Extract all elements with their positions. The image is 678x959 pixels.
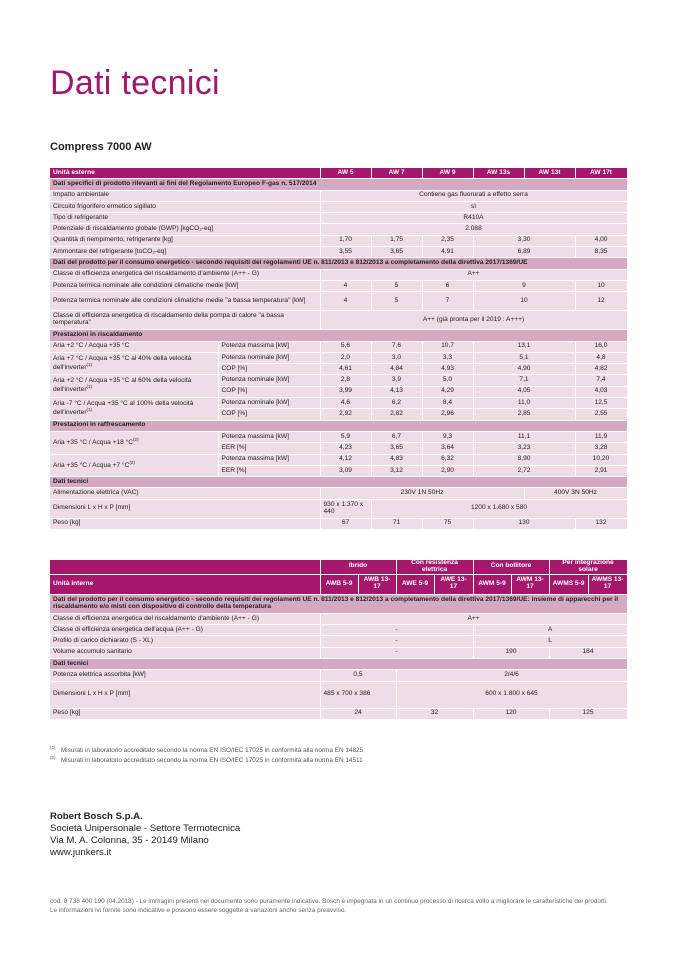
page-title: Dati tecnici xyxy=(50,64,220,102)
table-row: Classe di efficienza energetica del riscaldamento d'ambiente (A++ - G) A++ xyxy=(50,269,627,280)
value-cell: 2,92 xyxy=(320,409,371,420)
value-cell: 5,0 xyxy=(422,375,473,386)
table-row: Volume accumulo sanitario - 190 184 xyxy=(50,647,627,658)
value-cell: 3,9 xyxy=(371,375,422,386)
value-cell: 2,55 xyxy=(575,409,627,420)
value-cell: 4,90 xyxy=(473,364,575,375)
value-cell: 4,05 xyxy=(473,386,575,397)
table-header-models: Unità interne AWB 5-9 AWB 13-17 AWE 5-9 AWE 13-17 AWM 5-9 AWM 13-17 AWMS 5-9 AWMS 13-17 xyxy=(50,574,627,594)
value-cell: 8,90 xyxy=(473,454,575,465)
value-cell: 6,2 xyxy=(371,398,422,409)
table-row xyxy=(50,398,627,409)
section-header: Prestazioni in raffrescamento xyxy=(50,420,627,431)
value-cell: 5,6 xyxy=(320,341,371,352)
value-cell: 16,0 xyxy=(575,341,627,352)
value-cell: 2,91 xyxy=(575,465,627,476)
measure-label: COP [%] xyxy=(218,409,320,420)
value-cell: 3,12 xyxy=(371,465,422,476)
table-row: Profilo di carico dichiarato (S - XL) - L xyxy=(50,636,627,647)
value-cell: 4,93 xyxy=(422,364,473,375)
value-cell: 2,96 xyxy=(422,409,473,420)
value-cell: 5,9 xyxy=(320,431,371,442)
table-row xyxy=(50,454,627,465)
indoor-units-table xyxy=(50,560,628,720)
table-row xyxy=(50,375,627,386)
table-row xyxy=(50,341,627,352)
table-row: Classe di efficienza energetica di riscaldamento della pompa di calore "a bassa temperatura" A++ (già pronta per il 2019 : A+++) xyxy=(50,311,627,330)
table-row: Impatto ambientale Contiene gas fluorurati a effetto serra xyxy=(50,190,627,201)
value-cell: 3,65 xyxy=(371,443,422,454)
value-cell: 11,9 xyxy=(575,431,627,442)
value-cell: 4,8 xyxy=(575,352,627,363)
table-row: Alimentazione elettrica (VAC) 230V 1N 50Hz 400V 3N 50Hz xyxy=(50,488,627,499)
value-cell: 7,1 xyxy=(473,375,575,386)
condition-cell: Aria +2 °C / Acqua +35 °C xyxy=(50,341,218,352)
measure-label: EER [%] xyxy=(218,443,320,454)
value-cell: 2,0 xyxy=(320,352,371,363)
measure-label: Potenza massima [kW] xyxy=(218,431,320,442)
value-cell: 12,5 xyxy=(575,398,627,409)
section-header: Dati del prodotto per il consumo energetico - secondo requisiti dei regolamenti UE n. 811/2013 e 812/2013 a completamento della direttiva 2017/1369/UE: insieme di apparecchi per il riscaldamento e/o misti con dispositivo di controllo della temperatura xyxy=(50,594,627,613)
measure-label: EER [%] xyxy=(218,465,320,476)
value-cell: 7,6 xyxy=(371,341,422,352)
value-cell: 3,0 xyxy=(371,352,422,363)
value-cell: 4,03 xyxy=(575,386,627,397)
value-cell: 9,3 xyxy=(422,431,473,442)
value-cell: 4,29 xyxy=(422,386,473,397)
value-cell: 4,83 xyxy=(371,454,422,465)
table-row: Dimensioni L x H x P [mm] 485 x 700 x 386 600 x 1.800 x 645 xyxy=(50,681,627,708)
table-row: Ammontare del refrigerante [toCO₂-eq] 3,55 3,65 4,91 6,89 8,35 xyxy=(50,247,627,258)
table-row: Classe di efficienza energetica del riscaldamento d'ambiente (A++ - G) A++ xyxy=(50,613,627,624)
value-cell: 6,7 xyxy=(371,431,422,442)
section-header: Dati tecnici xyxy=(50,477,627,488)
value-cell: 3,64 xyxy=(422,443,473,454)
product-name: Compress 7000 AW xyxy=(50,141,152,153)
value-cell: 10,7 xyxy=(422,341,473,352)
value-cell: 7,4 xyxy=(575,375,627,386)
value-cell: 2,85 xyxy=(473,409,575,420)
value-cell: 6,32 xyxy=(422,454,473,465)
table-row: Quantità di riempimento, refrigerante [kg] 1,70 1,75 2,35 3,30 4,00 xyxy=(50,235,627,246)
section-header: Dati tecnici xyxy=(50,659,627,670)
value-cell: 4,6 xyxy=(320,398,371,409)
footnote-1: $^{(1)}$ Misurati in laboratorio accreditato secondo la norma EN ISO/IEC 17025 in conformità alla norma EN 14825 xyxy=(50,745,364,755)
value-cell: 5,1 xyxy=(473,352,575,363)
address-line: Via M. A. Colonna, 35 - 20149 Milano xyxy=(50,835,209,846)
table-header-groups: Ibrido Con resistenza elettrica Con bollitore Per integrazione solare xyxy=(50,560,627,574)
measure-label: Potenza nominale [kW] xyxy=(218,398,320,409)
measure-label: COP [%] xyxy=(218,364,320,375)
measure-label: Potenza massima [kW] xyxy=(218,341,320,352)
footnote-2: $^{(2)}$ Misurati in laboratorio accreditato secondo la norma EN ISO/IEC 17025 in conformità alla norma EN 14511 xyxy=(50,755,363,765)
condition-cell: Aria +35 °C / Acqua +18 $^\circ C^{(2)}$ xyxy=(50,431,218,454)
table-row: Potenziale di riscaldamento globale (GWP) [kgCO₂-eq] 2.088 xyxy=(50,224,627,235)
legal-disclaimer: cod. 8 738 400 190 (04.2018) - Le immagini presenti nel documento sono puramente indicative. Bosch è impegnata in un continuo processo di ricerca volto a migliorare le caratteristiche dei prodotti. Le informazioni ivi fornite sono indicative e possono essere soggette a variazioni anche senza preavviso. xyxy=(50,898,608,914)
value-cell: 13,1 xyxy=(473,341,575,352)
value-cell: 3,28 xyxy=(575,443,627,454)
value-cell: 4,84 xyxy=(371,364,422,375)
table-row xyxy=(50,431,627,442)
value-cell: 2,90 xyxy=(422,465,473,476)
table-header: Unità esterne AW 5 AW 7 AW 9 AW 13s AW 13t AW 17t xyxy=(50,168,627,179)
table-row: Dimensioni L x H x P [mm] 930 x 1.370 x 440 1200 x 1.680 x 580 xyxy=(50,499,627,518)
table-row xyxy=(50,352,627,363)
value-cell: 2,8 xyxy=(320,375,371,386)
table-row: Potenza termica nominale alle condizioni climatiche medie [kW] 4 5 6 9 10 xyxy=(50,280,627,291)
condition-cell: Aria -7 °C / Acqua +35 °C al 100% della velocità dell'inverter$^{(1)}$ xyxy=(50,398,218,421)
measure-label: Potenza massima [kW] xyxy=(218,454,320,465)
value-cell: 4,12 xyxy=(320,454,371,465)
table-row: Tipo di refrigerante R410A xyxy=(50,213,627,224)
value-cell: 3,23 xyxy=(473,443,575,454)
value-cell: 4,61 xyxy=(320,364,371,375)
table-row: Circuito frigorifero ermetico sigillato sì xyxy=(50,201,627,212)
condition-cell: Aria +7 °C / Acqua +35 °C al 40% della velocità dell'inverter$^{(1)}$ xyxy=(50,352,218,375)
table-row: Potenza elettrica assorbita [kW] 0,5 2/4/6 xyxy=(50,670,627,681)
value-cell: 3,3 xyxy=(422,352,473,363)
value-cell: 11,1 xyxy=(473,431,575,442)
section-header: Dati specifici di prodotto rilevanti ai fini del Regolamento Europeo F-gas n. 517/2014 xyxy=(50,179,627,190)
table-row: Classe di efficienza energetica dell'acqua (A++ - G) - A xyxy=(50,625,627,636)
table-row: Potenza termica nominale alle condizioni climatiche medie "a bassa temperatura" [kW] 4 5 7 10 12 xyxy=(50,292,627,311)
value-cell: 4,13 xyxy=(371,386,422,397)
condition-cell: Aria +35 °C / Acqua +7 $^\circ C^{(2)}$ xyxy=(50,454,218,477)
measure-label: COP [%] xyxy=(218,386,320,397)
company-name: Robert Bosch S.p.A. xyxy=(50,811,143,822)
value-cell: 8,4 xyxy=(422,398,473,409)
value-cell: 10,20 xyxy=(575,454,627,465)
company-address xyxy=(50,811,240,859)
value-cell: 2,72 xyxy=(473,465,575,476)
outdoor-units-table xyxy=(50,168,628,530)
value-cell: 3,99 xyxy=(320,386,371,397)
table-row: Peso [kg] 67 71 75 130 132 xyxy=(50,518,627,529)
measure-label: Potenza nominale [kW] xyxy=(218,352,320,363)
condition-cell: Aria +2 °C / Acqua +35 °C al 60% della velocità dell'inverter$^{(1)}$ xyxy=(50,375,218,398)
value-cell: 3,09 xyxy=(320,465,371,476)
measure-label: Potenza nominale [kW] xyxy=(218,375,320,386)
value-cell: 11,0 xyxy=(473,398,575,409)
table-row: Peso [kg] 24 32 120 125 xyxy=(50,708,627,719)
value-cell: 4,82 xyxy=(575,364,627,375)
cooling-rows xyxy=(50,431,627,476)
value-cell: 2,82 xyxy=(371,409,422,420)
heating-rows xyxy=(50,341,627,420)
section-header: Dati del prodotto per il consumo energetico - secondo requisiti dei regolamenti UE n. 811/2013 e 812/2013 a completamento della direttiva 2017/1369/UE xyxy=(50,258,627,269)
value-cell: 4,23 xyxy=(320,443,371,454)
address-line: Società Unipersonale - Settore Termotecnica xyxy=(50,823,241,834)
section-header: Prestazioni in riscaldamento xyxy=(50,330,627,341)
website-link[interactable]: www.junkers.it xyxy=(50,847,112,858)
